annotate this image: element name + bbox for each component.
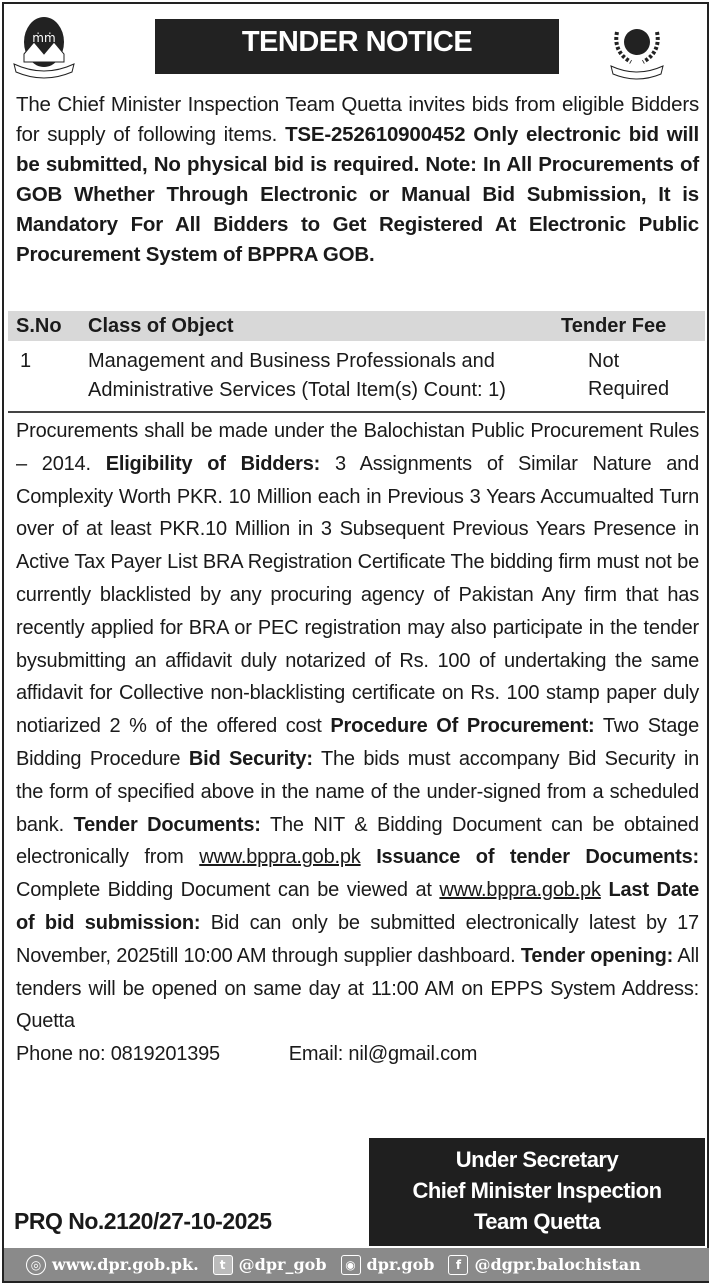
col-sno: S.No — [16, 315, 62, 337]
instagram-handle[interactable]: dpr.gob — [366, 1255, 435, 1274]
prq-number: PRQ No.2120/27-10-2025 — [14, 1208, 272, 1234]
bold-text-segment: Last Date of bid submission: — [16, 879, 700, 934]
page-title: TENDER NOTICE — [155, 19, 559, 74]
globe-icon: ◎ — [26, 1255, 46, 1275]
bold-text-segment: Procedure Of Procurement: — [330, 715, 595, 738]
text-segment: The NIT & Bidding Document can be obtained electronically from — [16, 813, 699, 869]
bold-text-segment: Issuance of tender Documents: — [376, 846, 699, 869]
instagram-icon: ◉ — [341, 1255, 361, 1275]
bold-text-segment: TSE-252610900452 Only electronic bid will be submitted, No physical bid is required. Note: In All Procurements of GOB Whether Through Electronic or Manual Bid Submission, It is Mandatory For All Bidders to Get Registered At Electronic Public Procurement System of BPPRA GOB. — [16, 123, 700, 266]
text-segment: All tenders will be opened on same day at 11:00 AM on EPPS System Address: Quetta — [16, 944, 699, 1033]
cell-tender-fee: Not Required — [588, 350, 670, 400]
text-segment: The Chief Minister Inspection Team Quetta invites bids from eligible Bidders for supply of following items. — [16, 93, 699, 146]
text-segment: Two Stage Bidding Procedure — [16, 715, 699, 770]
facebook-handle[interactable]: @dgpr.balochistan — [474, 1255, 641, 1274]
dgpr-emblem-logo — [603, 12, 671, 80]
text-segment: Bid can only be submitted electronically latest by 17 November, 2025till 10:00 AM through supplier dashboard. — [16, 911, 699, 967]
twitter-handle[interactable]: @dpr_gob — [238, 1255, 327, 1274]
signature-location: Team Quetta — [473, 1209, 601, 1234]
text-segment: The bids must accompany Bid Security in the form of specified above in the name of the under-signed from a scheduled bank. — [16, 747, 699, 836]
bppra-link[interactable]: www.bppra.gob.pk — [199, 846, 361, 869]
col-tender-fee: Tender Fee — [561, 315, 667, 337]
cell-class-line2: Administrative Services (Total Item(s) Count: 1) — [88, 379, 506, 401]
email: Email: nil@gmail.com — [288, 1043, 478, 1066]
facebook-icon: f — [448, 1255, 468, 1275]
table-header — [8, 311, 705, 341]
bold-text-segment: Tender Documents: — [73, 813, 261, 836]
table-row — [8, 345, 705, 413]
cell-class-line1: Management and Business Professionals and — [88, 350, 495, 372]
cell-sno: 1 — [20, 350, 32, 372]
bold-text-segment: Bid Security: — [188, 747, 313, 770]
twitter-icon: t — [213, 1255, 233, 1275]
bold-text-segment: Eligibility of Bidders: — [105, 452, 321, 475]
bppra-link[interactable]: www.bppra.gob.pk — [439, 879, 601, 902]
signature-title: Under Secretary — [455, 1147, 619, 1172]
text-segment — [361, 846, 377, 868]
phone: Phone no: 0819201395 — [16, 1043, 220, 1066]
text-segment: Procurements shall be made under the Balochistan Public Procurement Rules – 2014. — [16, 420, 699, 475]
website-link[interactable]: www.dpr.gob.pk. — [52, 1255, 199, 1274]
signature-block — [369, 1138, 705, 1246]
bold-text-segment: Tender opening: — [520, 944, 674, 967]
body-paragraph — [16, 415, 699, 1071]
signature-office: Chief Minister Inspection — [412, 1178, 662, 1203]
text-segment: Complete Bidding Document can be viewed at — [16, 879, 440, 902]
svg-text:ṁṁ: ṁṁ — [32, 31, 56, 45]
intro-paragraph — [16, 90, 699, 270]
footer-bar — [4, 1248, 709, 1281]
col-class-of-object: Class of Object — [88, 315, 234, 337]
balochistan-emblem-logo — [10, 12, 78, 80]
text-segment: 3 Assignments of Similar Nature and Complexity Worth PKR. 10 Million each in Previous 3 Years Accumualted Turn over of at least PKR.10 Million in 3 Subsequent Previous Years Presence in Active Tax Payer List BRA Registration Certificate The bidding firm must not be currently blacklisted by any procuring agency of Pakistan Any firm that has recently applied for BRA or PEC registration may also participate in the tender bysubmitting an affidavit duly notarized of Rs. 100 of undertaking the same affidavit for Collective non-blacklisting certificate on Rs. 100 stamp paper duly notiarized 2 % of the offered cost — [16, 452, 699, 738]
